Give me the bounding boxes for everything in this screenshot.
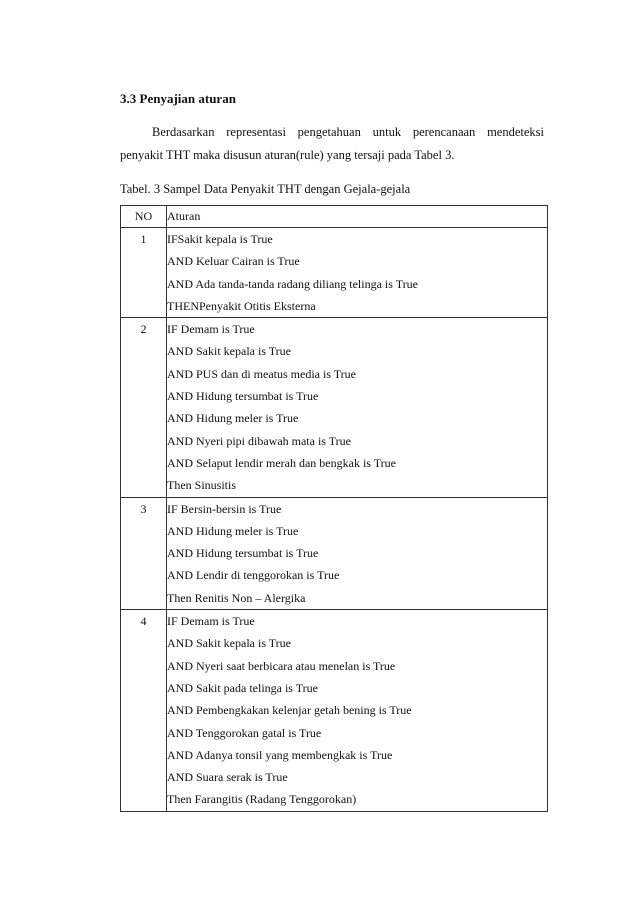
rule-line: AND Pembengkakan kelenjar getah bening is True — [167, 703, 412, 718]
rule-line: AND Ada tanda-tanda radang diliang telinga is True — [167, 276, 418, 291]
rule-line: Then Sinusitis — [167, 478, 237, 493]
rule-line: AND Lendir di tenggorokan is True — [167, 568, 340, 583]
rule-line: IF Demam is True — [167, 322, 255, 337]
paragraph-line-1: Berdasarkan representasi pengetahuan untuk perencanaan mendeteksi — [152, 125, 544, 139]
section-heading: 3.3 Penyajian aturan — [120, 91, 236, 106]
rule-line: AND Sakit kepala is True — [167, 636, 291, 651]
header-no: NO — [121, 206, 167, 228]
rule-line: THENPenyakit Otitis Eksterna — [167, 298, 316, 313]
rule-line: AND Hidung meler is True — [167, 523, 299, 538]
rule-line: AND Tenggorokan gatal is True — [167, 725, 322, 740]
rule-line: AND Sakit pada telinga is True — [167, 680, 318, 695]
rule-number: 3 — [121, 497, 167, 609]
rule-line: AND Sakit kepala is True — [167, 344, 291, 359]
rule-line: AND Selaput lendir merah dan bengkak is True — [167, 455, 396, 470]
table-caption: Tabel. 3 Sampel Data Penyakit THT dengan Gejala-gejala — [120, 182, 411, 196]
rule-line: AND Hidung meler is True — [167, 411, 299, 426]
rule-line: AND Keluar Cairan is True — [167, 254, 300, 269]
rule-number: 1 — [121, 228, 167, 318]
rule-line: Then Renitis Non – Alergika — [167, 590, 306, 605]
rule-number: 2 — [121, 318, 167, 497]
rule-line: Then Farangitis (Radang Tenggorokan) — [167, 792, 357, 807]
rule-line: IF Demam is True — [167, 614, 255, 629]
rule-line: IF Bersin-bersin is True — [167, 501, 282, 516]
rule-number: 4 — [121, 610, 167, 812]
rule-line: IFSakit kepala is True — [167, 232, 273, 246]
rule-line: AND Hidung tersumbat is True — [167, 389, 319, 404]
header-aturan: Aturan — [167, 206, 548, 228]
table-row — [121, 228, 548, 318]
rule-line: AND Adanya tonsil yang membengkak is True — [167, 747, 393, 762]
rules-table — [120, 205, 548, 812]
table-header-row — [121, 206, 548, 228]
rule-text — [167, 228, 548, 318]
paragraph-line-2: penyakit THT maka disusun aturan(rule) yang tersaji pada Tabel 3. — [120, 148, 455, 162]
rule-line: AND PUS dan di meatus media is True — [167, 366, 356, 381]
rule-text — [167, 497, 548, 609]
rule-line: AND Suara serak is True — [167, 770, 288, 785]
rule-line: AND Nyeri pipi dibawah mata is True — [167, 433, 351, 448]
table-row — [121, 497, 548, 609]
rule-text — [167, 610, 548, 812]
rule-text — [167, 318, 548, 497]
rule-line: AND Nyeri saat berbicara atau menelan is True — [167, 658, 396, 673]
rule-line: AND Hidung tersumbat is True — [167, 546, 319, 561]
table-row — [121, 318, 548, 497]
table-row — [121, 610, 548, 812]
